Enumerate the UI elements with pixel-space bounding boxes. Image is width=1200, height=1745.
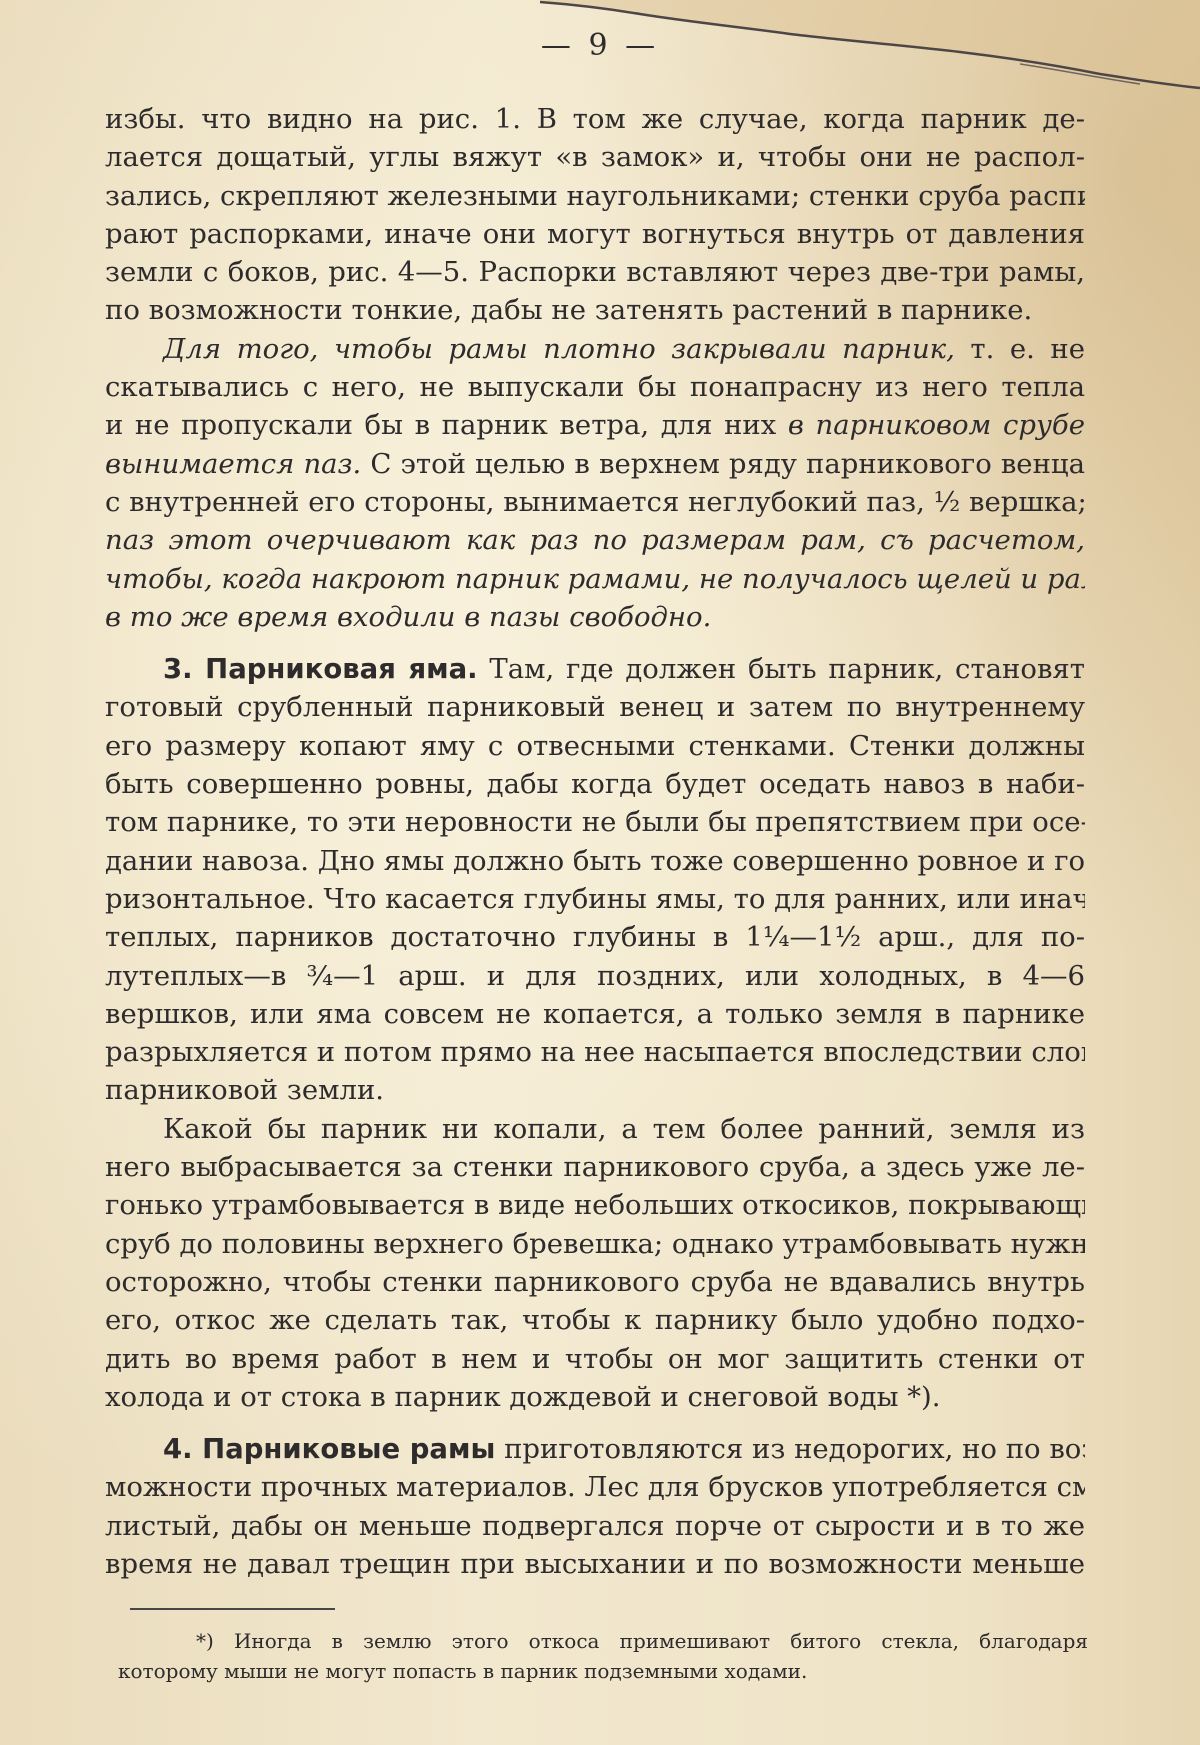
page-body bbox=[105, 100, 1085, 1583]
page-number: — 9 — bbox=[0, 28, 1200, 63]
text-line: избы. что видно на рис. 1. В том же случае, когда парник де- bbox=[105, 100, 1085, 138]
text-line: с внутренней его стороны, вынимается неглубокий паз, ½ вершка; bbox=[105, 483, 1085, 521]
text-line: лутеплых—в ¾—1 арш. и для поздних, или холодных, в 4—6 bbox=[105, 957, 1085, 995]
text-line: парниковой земли. bbox=[105, 1071, 1085, 1109]
text-line: скатывались с него, не выпускали бы понапрасну из него тепла bbox=[105, 368, 1085, 406]
text-line: дить во время работ в нем и чтобы он мог защитить стенки от bbox=[105, 1340, 1085, 1378]
text-line: него выбрасывается за стенки парникового сруба, а здесь уже ле- bbox=[105, 1148, 1085, 1186]
text-line: Какой бы парник ни копали, а тем более ранний, земля из bbox=[105, 1110, 1085, 1148]
paragraph-2 bbox=[105, 330, 1085, 636]
italic-text: в парниковом срубе bbox=[788, 409, 1085, 441]
text-line: дании навоза. Дно ямы должно быть тоже совершенно ровное и го- bbox=[105, 842, 1085, 880]
plain-text: Там, где должен быть парник, становят bbox=[478, 653, 1085, 685]
text-line: гонько утрамбовывается в виде небольших откосиков, покрывающих bbox=[105, 1186, 1085, 1224]
text-line: паз этот очерчивают как раз по размерам рам, съ расчетом, bbox=[105, 521, 1085, 559]
footnote-divider bbox=[130, 1608, 335, 1610]
text-line: в то же время входили в пазы свободно. bbox=[105, 598, 1085, 636]
section-4-frames bbox=[105, 1430, 1085, 1583]
paragraph-4 bbox=[105, 1110, 1085, 1416]
text-line: лается дощатый, углы вяжут «в замок» и, чтобы они не распол- bbox=[105, 138, 1085, 176]
scanned-page bbox=[0, 0, 1200, 1745]
text-line bbox=[105, 1430, 1085, 1468]
italic-text: Для того, чтобы рамы плотно закрывали парник, bbox=[163, 333, 955, 365]
footnote-line: которому мыши не могут попасть в парник подземными ходами. bbox=[118, 1656, 1088, 1686]
text-line: чтобы, когда накроют парник рамами, не получалось щелей и рамы bbox=[105, 560, 1085, 598]
text-line: время не давал трещин при высыхании и по возможности меньше bbox=[105, 1545, 1085, 1583]
footnote bbox=[118, 1626, 1088, 1686]
text-line: можности прочных материалов. Лес для брусков употребляется смо- bbox=[105, 1468, 1085, 1506]
text-line bbox=[105, 445, 1085, 483]
text-line: сруб до половины верхнего бревешка; однако утрамбовывать нужно bbox=[105, 1225, 1085, 1263]
plain-text: С этой целью в верхнем ряду парникового венца bbox=[361, 448, 1085, 480]
text-line bbox=[105, 406, 1085, 444]
plain-text: и не пропускали бы в парник ветра, для них bbox=[105, 409, 788, 441]
text-line: быть совершенно ровны, дабы когда будет оседать навоз в наби- bbox=[105, 765, 1085, 803]
text-line: разрыхляется и потом прямо на нее насыпается впоследствии слой bbox=[105, 1033, 1085, 1071]
text-line: зались, скрепляют железными наугольниками; стенки сруба распи- bbox=[105, 177, 1085, 215]
section-heading: 4. Парниковые рамы bbox=[163, 1433, 495, 1465]
text-line: рают распорками, иначе они могут вогнуться внутрь от давления bbox=[105, 215, 1085, 253]
text-line: холода и от стока в парник дождевой и снеговой воды *). bbox=[105, 1378, 1085, 1416]
paragraph-1 bbox=[105, 100, 1085, 330]
footnote-line: *) Иногда в землю этого откоса примешивают битого стекла, благодаря bbox=[118, 1626, 1088, 1656]
italic-text: вынимается паз. bbox=[105, 448, 361, 480]
text-line: его размеру копают яму с отвесными стенками. Стенки должны bbox=[105, 727, 1085, 765]
section-heading: 3. Парниковая яма. bbox=[163, 653, 478, 685]
text-line: теплых, парников достаточно глубины в 1¼—1½ арш., для по- bbox=[105, 918, 1085, 956]
text-line: том парнике, то эти неровности не были бы препятствием при осе- bbox=[105, 803, 1085, 841]
plain-text: приготовляются из недорогих, но по воз- bbox=[495, 1433, 1085, 1465]
text-line: земли с боков, рис. 4—5. Распорки вставляют через две-три рамы, bbox=[105, 253, 1085, 291]
text-line: листый, дабы он меньше подвергался порче от сырости и в то же bbox=[105, 1507, 1085, 1545]
text-line: осторожно, чтобы стенки парникового сруба не вдавались внутрь bbox=[105, 1263, 1085, 1301]
text-line bbox=[105, 650, 1085, 688]
text-line: готовый срубленный парниковый венец и затем по внутреннему bbox=[105, 688, 1085, 726]
text-line: вершков, или яма совсем не копается, а только земля в парнике bbox=[105, 995, 1085, 1033]
section-3-pit bbox=[105, 650, 1085, 1110]
plain-text: т. е. не bbox=[955, 333, 1085, 365]
text-line: по возможности тонкие, дабы не затенять растений в парнике. bbox=[105, 291, 1085, 329]
text-line: его, откос же сделать так, чтобы к парнику было удобно подхо- bbox=[105, 1301, 1085, 1339]
text-line: ризонтальное. Что касается глубины ямы, то для ранних, или иначе bbox=[105, 880, 1085, 918]
text-line bbox=[105, 330, 1085, 368]
